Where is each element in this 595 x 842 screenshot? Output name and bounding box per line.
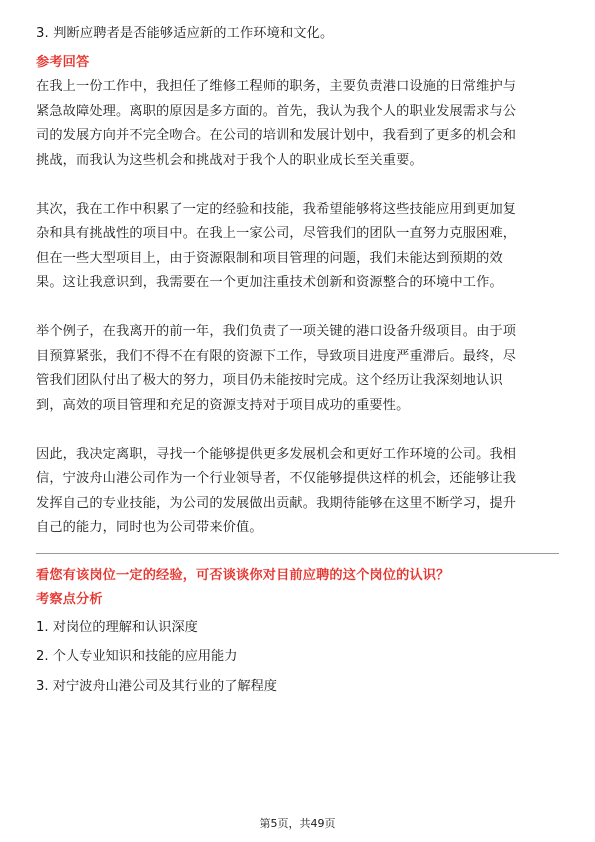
- answer-paragraph-3: [36, 320, 559, 418]
- paragraph-line: 因此，我决定离职，寻找一个能够提供更多发展机会和更好工作环境的公司。我相: [36, 446, 517, 462]
- paragraph-line: 杂和具有挑战性的项目中。在我上一家公司，尽管我们的团队一直努力克服困难，: [36, 226, 517, 241]
- section-divider: [36, 553, 559, 554]
- paragraph-line: 司的发展方向并不完全吻合。在公司的培训和发展计划中，我看到了更多的机会和: [36, 128, 517, 143]
- answer-paragraph-4: [36, 443, 559, 541]
- list-item: 2. 个人专业知识和技能的应用能力: [36, 649, 238, 664]
- paragraph-line: 举个例子，在我离开的前一年，我们负责了一项关键的港口设备升级项目。由于项: [36, 324, 517, 339]
- answer-paragraph-1: [36, 75, 559, 173]
- paragraph-line: 果。这让我意识到，我需要在一个更加注重技术创新和资源整合的环境中工作。: [36, 275, 503, 290]
- question-heading: 看您有该岗位一定的经验，可否谈谈你对目前应聘的这个岗位的认识？: [36, 567, 450, 583]
- intro-list-item: 3. 判断应聘者是否能够适应新的工作环境和文化。: [36, 26, 334, 41]
- page-content: [36, 22, 559, 701]
- paragraph-line: 在我上一份工作中，我担任了维修工程师的职务，主要负责港口设施的日常维护与: [36, 79, 517, 94]
- list-item: 3. 对宁波舟山港公司及其行业的了解程度: [36, 678, 277, 694]
- answer-paragraph-2: [36, 198, 559, 296]
- paragraph-line: 自己的能力，同时也为公司带来价值。: [36, 520, 263, 535]
- paragraph-line: 目预算紧张，我们不得不在有限的资源下工作，导致项目进度严重滞后。最终，尽: [36, 348, 517, 364]
- answer-heading: 参考回答: [36, 54, 90, 70]
- paragraph-line: 其次，我在工作中积累了一定的经验和技能，我希望能够将这些技能应用到更加复: [36, 201, 517, 217]
- page-number-footer: 第5页，共49页: [259, 817, 336, 830]
- list-item: 1. 对岗位的理解和认识深度: [36, 619, 198, 635]
- paragraph-line: 管我们团队付出了极大的努力，项目仍未能按时完成。这个经历让我深刻地认识: [36, 373, 503, 388]
- paragraph-line: 到，高效的项目管理和充足的资源支持对于项目成功的重要性。: [36, 397, 410, 413]
- paragraph-line: 但在一些大型项目上，由于资源限制和项目管理的问题，我们未能达到预期的效: [36, 250, 503, 266]
- paragraph-line: 挑战，而我认为这些机会和挑战对于我个人的职业成长至关重要。: [36, 152, 423, 168]
- analysis-list: [36, 613, 559, 702]
- paragraph-line: 发挥自己的专业技能，为公司的发展做出贡献。我期待能够在这里不断学习，提升: [36, 495, 517, 511]
- paragraph-line: 紧急故障处理。离职的原因是多方面的。首先，我认为我个人的职业发展需求与公: [36, 103, 517, 119]
- analysis-heading: 考察点分析: [36, 592, 103, 607]
- paragraph-line: 信，宁波舟山港公司作为一个行业领导者，不仅能够提供这样的机会，还能够让我: [36, 471, 517, 486]
